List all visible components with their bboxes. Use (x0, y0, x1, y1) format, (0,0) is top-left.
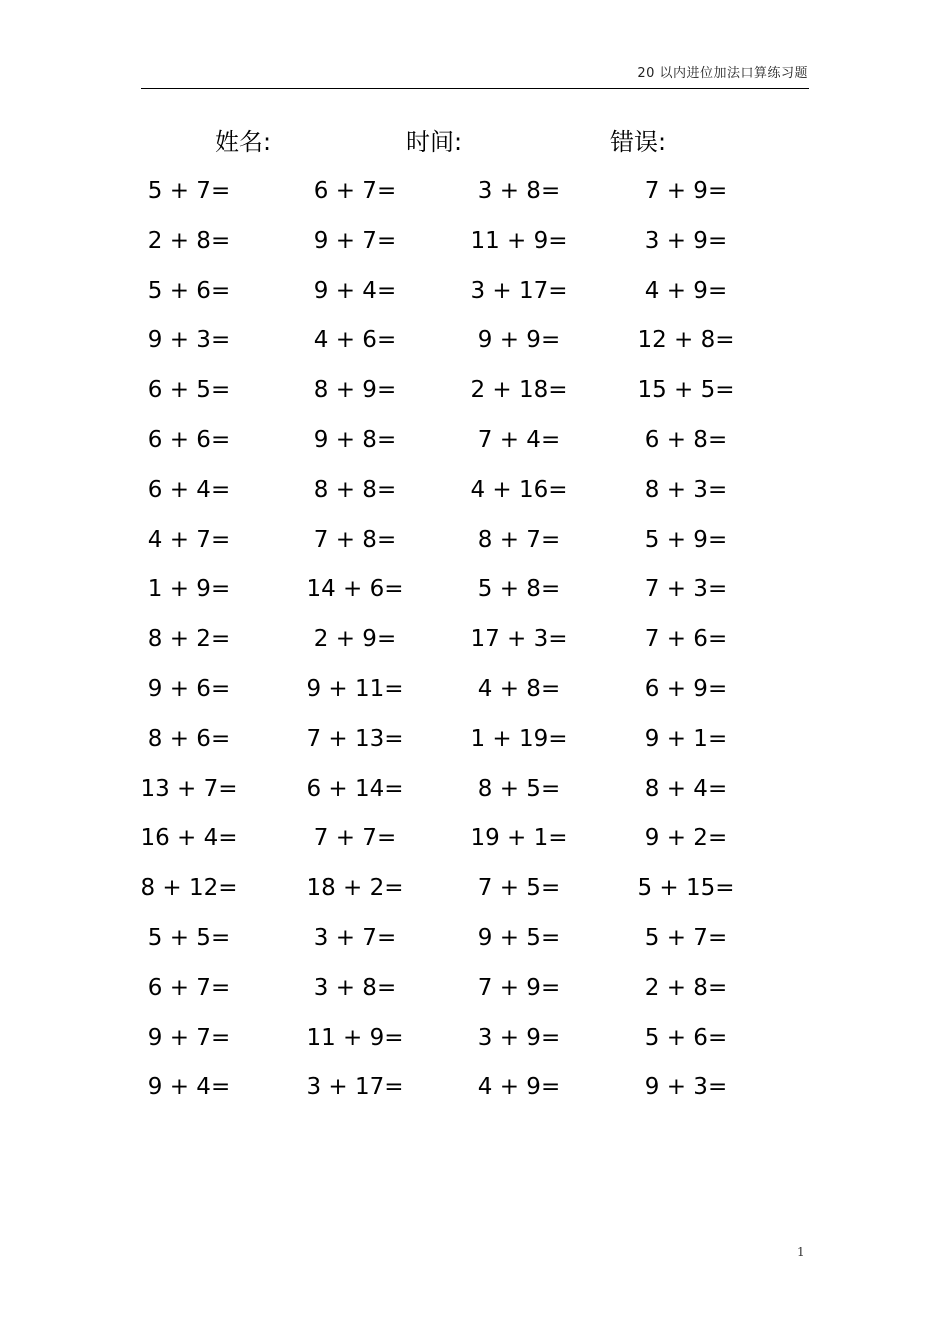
problem-row (0, 375, 950, 405)
problem-row (0, 674, 950, 704)
problem-item: 3 + 17= (306, 1074, 404, 1100)
problem-item: 6 + 6= (147, 427, 231, 453)
problem-item: 1 + 19= (470, 726, 568, 752)
problem-item: 6 + 14= (306, 776, 404, 802)
problem-item: 2 + 8= (644, 975, 728, 1001)
problem-item: 8 + 4= (644, 776, 728, 802)
problem-item: 19 + 1= (470, 825, 568, 851)
problem-item: 7 + 7= (313, 825, 397, 851)
problem-item: 9 + 11= (306, 676, 404, 702)
problem-item: 7 + 5= (477, 875, 561, 901)
problem-item: 9 + 3= (147, 327, 231, 353)
problem-item: 9 + 7= (147, 1025, 231, 1051)
problem-item: 3 + 17= (470, 278, 568, 304)
problem-item: 6 + 5= (147, 377, 231, 403)
problem-item: 17 + 3= (470, 626, 568, 652)
problem-item: 7 + 8= (313, 527, 397, 553)
problem-item: 18 + 2= (306, 875, 404, 901)
problem-item: 3 + 9= (644, 228, 728, 254)
problem-item: 6 + 8= (644, 427, 728, 453)
problem-row (0, 973, 950, 1003)
problem-item: 7 + 9= (477, 975, 561, 1001)
time-label: 时间: (406, 128, 463, 156)
name-label: 姓名: (215, 128, 272, 156)
problem-item: 7 + 3= (644, 576, 728, 602)
problem-item: 8 + 12= (140, 875, 238, 901)
problem-row (0, 475, 950, 505)
problem-item: 8 + 7= (477, 527, 561, 553)
problem-row (0, 774, 950, 804)
problem-item: 6 + 4= (147, 477, 231, 503)
problem-item: 7 + 13= (306, 726, 404, 752)
problem-item: 3 + 8= (313, 975, 397, 1001)
problem-item: 9 + 2= (644, 825, 728, 851)
problem-item: 4 + 9= (477, 1074, 561, 1100)
problem-item: 9 + 7= (313, 228, 397, 254)
problem-item: 1 + 9= (147, 576, 231, 602)
problem-item: 3 + 7= (313, 925, 397, 951)
problem-item: 6 + 9= (644, 676, 728, 702)
problem-row (0, 525, 950, 555)
problem-row (0, 226, 950, 256)
problem-item: 4 + 6= (313, 327, 397, 353)
problem-item: 11 + 9= (306, 1025, 404, 1051)
problem-row (0, 724, 950, 754)
problem-row (0, 574, 950, 604)
problem-item: 9 + 4= (313, 278, 397, 304)
problem-item: 5 + 7= (644, 925, 728, 951)
problem-item: 8 + 2= (147, 626, 231, 652)
problem-item: 16 + 4= (140, 825, 238, 851)
problem-item: 8 + 3= (644, 477, 728, 503)
problem-row (0, 873, 950, 903)
problem-row (0, 1072, 950, 1102)
problem-row (0, 425, 950, 455)
header-title: 20 以内进位加法口算练习题 (637, 66, 808, 81)
problem-item: 3 + 9= (477, 1025, 561, 1051)
problem-item: 9 + 9= (477, 327, 561, 353)
problem-item: 5 + 9= (644, 527, 728, 553)
problem-item: 9 + 4= (147, 1074, 231, 1100)
problem-row (0, 325, 950, 355)
problem-row (0, 624, 950, 654)
problem-item: 5 + 6= (644, 1025, 728, 1051)
problem-item: 12 + 8= (637, 327, 735, 353)
problem-item: 8 + 8= (313, 477, 397, 503)
problem-item: 9 + 3= (644, 1074, 728, 1100)
problem-item: 7 + 9= (644, 178, 728, 204)
problem-item: 4 + 9= (644, 278, 728, 304)
problem-item: 13 + 7= (140, 776, 238, 802)
problem-item: 5 + 15= (637, 875, 735, 901)
problem-row (0, 923, 950, 953)
problem-item: 4 + 7= (147, 527, 231, 553)
problem-item: 11 + 9= (470, 228, 568, 254)
problem-item: 7 + 6= (644, 626, 728, 652)
problem-item: 14 + 6= (306, 576, 404, 602)
problem-item: 9 + 5= (477, 925, 561, 951)
problem-row (0, 276, 950, 306)
problem-item: 5 + 6= (147, 278, 231, 304)
errors-label: 错误: (610, 128, 667, 156)
problem-item: 2 + 8= (147, 228, 231, 254)
problem-item: 6 + 7= (313, 178, 397, 204)
problem-item: 4 + 8= (477, 676, 561, 702)
header-divider (141, 88, 809, 89)
problem-item: 5 + 5= (147, 925, 231, 951)
problem-item: 5 + 8= (477, 576, 561, 602)
problem-item: 6 + 7= (147, 975, 231, 1001)
problem-item: 8 + 6= (147, 726, 231, 752)
problem-item: 8 + 9= (313, 377, 397, 403)
problem-item: 2 + 9= (313, 626, 397, 652)
problem-item: 9 + 1= (644, 726, 728, 752)
problem-item: 3 + 8= (477, 178, 561, 204)
page-number: 1 (797, 1245, 805, 1259)
problem-item: 9 + 6= (147, 676, 231, 702)
problem-item: 9 + 8= (313, 427, 397, 453)
problem-row (0, 823, 950, 853)
problem-row (0, 176, 950, 206)
problem-row (0, 1023, 950, 1053)
problem-item: 8 + 5= (477, 776, 561, 802)
problem-item: 2 + 18= (470, 377, 568, 403)
problem-item: 5 + 7= (147, 178, 231, 204)
problem-item: 7 + 4= (477, 427, 561, 453)
problem-item: 15 + 5= (637, 377, 735, 403)
problem-item: 4 + 16= (470, 477, 568, 503)
